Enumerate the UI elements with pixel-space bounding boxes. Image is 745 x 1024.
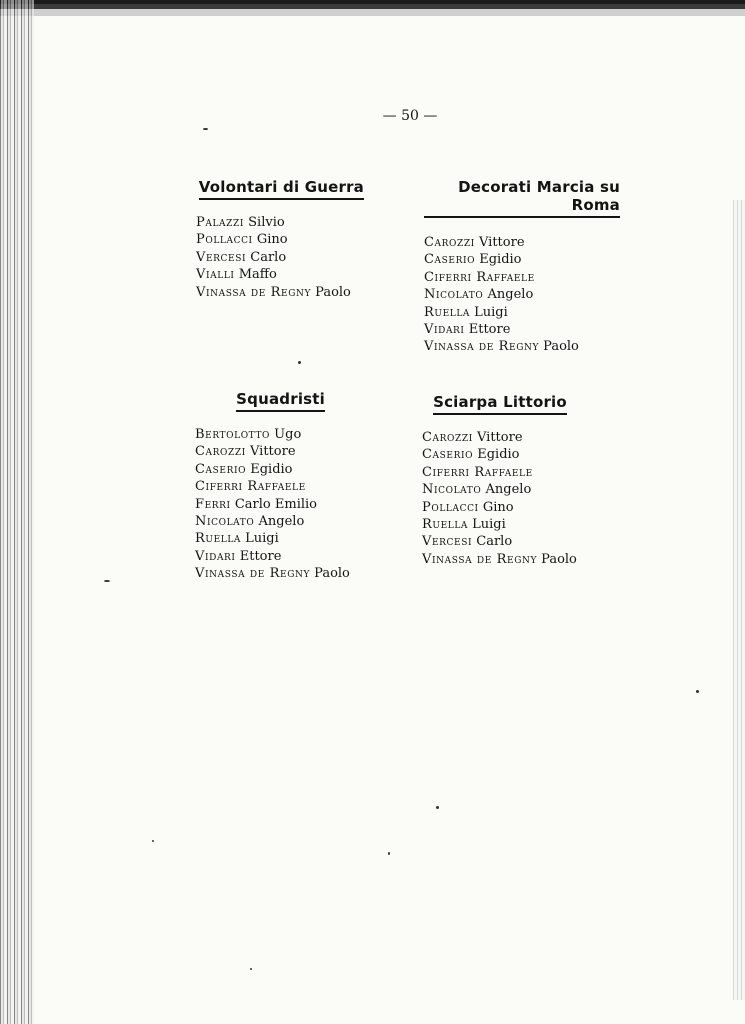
surname: Nicolato [422, 482, 482, 498]
scan-speck [388, 852, 390, 855]
surname: Palazzi [196, 215, 244, 230]
name-entry [195, 496, 325, 513]
surname: Nicolato [424, 287, 484, 303]
given-name: Luigi [474, 304, 508, 320]
surname: Nicolato [195, 514, 255, 530]
surname: Ruella [424, 304, 470, 320]
section-volontari-di-guerra [196, 177, 364, 301]
name-entry [424, 286, 620, 303]
surname: Caserio [195, 461, 247, 477]
name-entry [196, 249, 364, 266]
scan-binding-edge [0, 0, 34, 1024]
surname: Caserio [424, 252, 476, 268]
surname: Vidari [424, 322, 465, 338]
name-entry [422, 533, 578, 550]
surname: Vercesi [422, 534, 473, 550]
given-name: Carlo [476, 534, 513, 550]
given-name: Luigi [472, 517, 506, 533]
surname: Ciferri Raffaele [424, 269, 535, 285]
surname: Carozzi [195, 444, 246, 460]
surname: Vialli [196, 267, 235, 283]
name-entry [196, 214, 364, 231]
given-name: Gino [482, 499, 514, 515]
scan-speck [203, 128, 208, 130]
name-entry [195, 548, 325, 565]
given-name: Vittore [479, 235, 525, 250]
name-entry [424, 321, 620, 338]
name-entry [424, 269, 620, 286]
given-name: Paolo [314, 566, 350, 582]
given-name: Ugo [274, 427, 302, 442]
given-name: Paolo [543, 339, 579, 355]
given-name: Paolo [541, 551, 577, 567]
surname: Pollacci [422, 499, 479, 515]
name-entry [196, 266, 364, 283]
name-entry [422, 446, 578, 463]
name-entry [424, 234, 620, 251]
name-entry [195, 565, 350, 582]
given-name: Egidio [250, 461, 293, 477]
name-entry [196, 231, 364, 248]
given-name: Paolo [315, 284, 351, 300]
name-entry [195, 513, 325, 530]
surname: Vinassa de Regny [424, 339, 540, 355]
surname: Vinassa de Regny [195, 566, 311, 582]
given-name: Maffo [238, 267, 277, 283]
name-list [196, 214, 364, 301]
given-name: Carlo [250, 249, 287, 265]
surname: Vinassa de Regny [422, 551, 538, 567]
scan-speck [298, 361, 301, 364]
surname: Ciferri Raffaele [422, 464, 533, 480]
section-squadristi [195, 389, 350, 583]
given-name: Angelo [485, 482, 532, 498]
name-entry [195, 478, 325, 495]
name-entry [422, 551, 578, 568]
name-entry [422, 464, 578, 481]
name-entry [424, 251, 620, 268]
name-entry [422, 429, 578, 446]
given-name: Carlo Emilio [234, 496, 317, 512]
name-list [195, 426, 350, 583]
given-name: Silvio [248, 215, 285, 230]
name-list [424, 234, 620, 356]
name-entry [422, 516, 578, 533]
name-entry [422, 499, 578, 516]
surname: Vercesi [196, 249, 247, 265]
given-name: Angelo [258, 514, 305, 530]
surname: Caserio [422, 447, 474, 463]
scan-speck [250, 968, 252, 970]
surname: Ruella [422, 517, 468, 533]
surname: Ferri [195, 496, 231, 512]
surname: Vidari [195, 548, 236, 564]
given-name: Ettore [239, 548, 282, 564]
section-decorati-marcia-su-roma [424, 178, 620, 356]
surname: Bertolotto [195, 427, 271, 442]
scan-speck [436, 806, 439, 809]
surname: Carozzi [422, 430, 473, 445]
scan-right-edge [733, 200, 745, 1000]
scan-speck [152, 840, 154, 842]
given-name: Egidio [477, 447, 520, 463]
section-title: Sciarpa Littorio [433, 393, 567, 415]
scan-speck [104, 580, 110, 582]
given-name: Gino [256, 232, 288, 248]
page-number: — 50 — [382, 108, 438, 124]
surname: Vinassa de Regny [196, 284, 312, 300]
name-entry [422, 481, 578, 498]
surname: Ciferri Raffaele [195, 479, 306, 495]
section-sciarpa-littorio [422, 392, 578, 568]
name-entry [195, 443, 325, 460]
name-entry [195, 426, 325, 443]
given-name: Angelo [487, 287, 534, 303]
given-name: Vittore [477, 430, 523, 445]
given-name: Ettore [468, 322, 511, 338]
section-title: Decorati Marcia su Roma [424, 178, 620, 218]
section-title: Volontari di Guerra [199, 178, 364, 200]
given-name: Vittore [250, 444, 296, 460]
name-entry [195, 461, 325, 478]
given-name: Luigi [245, 531, 279, 547]
name-entry [196, 284, 364, 301]
section-title: Squadristi [236, 390, 325, 412]
surname: Ruella [195, 531, 241, 547]
name-entry [424, 338, 620, 355]
given-name: Egidio [479, 252, 522, 268]
scan-speck [696, 690, 699, 693]
scan-top-edge [0, 0, 745, 16]
name-entry [195, 530, 325, 547]
name-entry [424, 304, 620, 321]
surname: Pollacci [196, 232, 253, 248]
surname: Carozzi [424, 235, 475, 250]
name-list [422, 429, 578, 568]
